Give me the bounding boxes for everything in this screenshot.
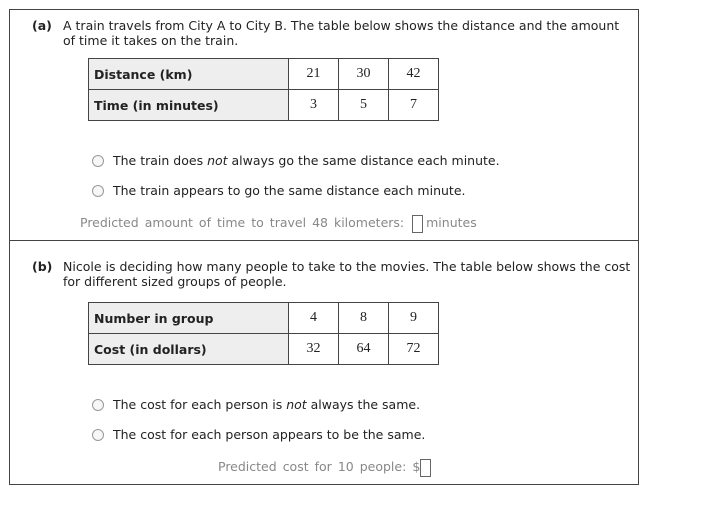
table-cell: 42 [389, 59, 439, 90]
table-cell: 3 [289, 90, 339, 121]
question-text: A train travels from City A to City B. The table below shows the distance and the amount of time it takes on the train. [63, 18, 620, 48]
radio-button[interactable] [92, 185, 104, 197]
row-header: Distance (km) [89, 59, 289, 90]
table-row [89, 90, 439, 121]
table-cell: 64 [339, 334, 389, 365]
question-letter: (a) [32, 18, 52, 33]
answer-input-b[interactable] [420, 459, 431, 477]
option-label: The train appears to go the same distance each minute. [113, 183, 466, 198]
table-cell: 30 [339, 59, 389, 90]
option-label: The train does not always go the same distance each minute. [113, 153, 500, 168]
table-cell: 72 [389, 334, 439, 365]
radio-button[interactable] [92, 155, 104, 167]
table-cell: 7 [389, 90, 439, 121]
option-label: The cost for each person is not always the same. [113, 397, 421, 412]
row-header: Cost (in dollars) [89, 334, 289, 365]
table-row [89, 303, 439, 334]
table-row [89, 334, 439, 365]
table-cell: 5 [339, 90, 389, 121]
currency-symbol: $ [412, 459, 421, 474]
question-panel-a [9, 9, 639, 241]
table-cell: 9 [389, 303, 439, 334]
row-header: Time (in minutes) [89, 90, 289, 121]
radio-button[interactable] [92, 429, 104, 441]
option-label: The cost for each person appears to be the same. [113, 427, 426, 442]
unit-label: minutes [426, 215, 477, 230]
radio-button[interactable] [92, 399, 104, 411]
answer-input-a[interactable] [412, 215, 423, 233]
table-cell: 32 [289, 334, 339, 365]
table-cell: 21 [289, 59, 339, 90]
data-table-b [88, 302, 439, 365]
question-text: Nicole is deciding how many people to take to the movies. The table below shows the cost for different sized groups of people. [63, 259, 631, 289]
data-table-a [88, 58, 439, 121]
prediction-line-b: Predicted cost for 10 people: $ [218, 458, 434, 477]
table-cell: 4 [289, 303, 339, 334]
question-letter: (b) [32, 259, 53, 274]
prediction-line-a: Predicted amount of time to travel 48 kilometers: minutes [80, 214, 477, 233]
row-header: Number in group [89, 303, 289, 334]
table-cell: 8 [339, 303, 389, 334]
question-panel-b [9, 240, 639, 485]
table-row [89, 59, 439, 90]
